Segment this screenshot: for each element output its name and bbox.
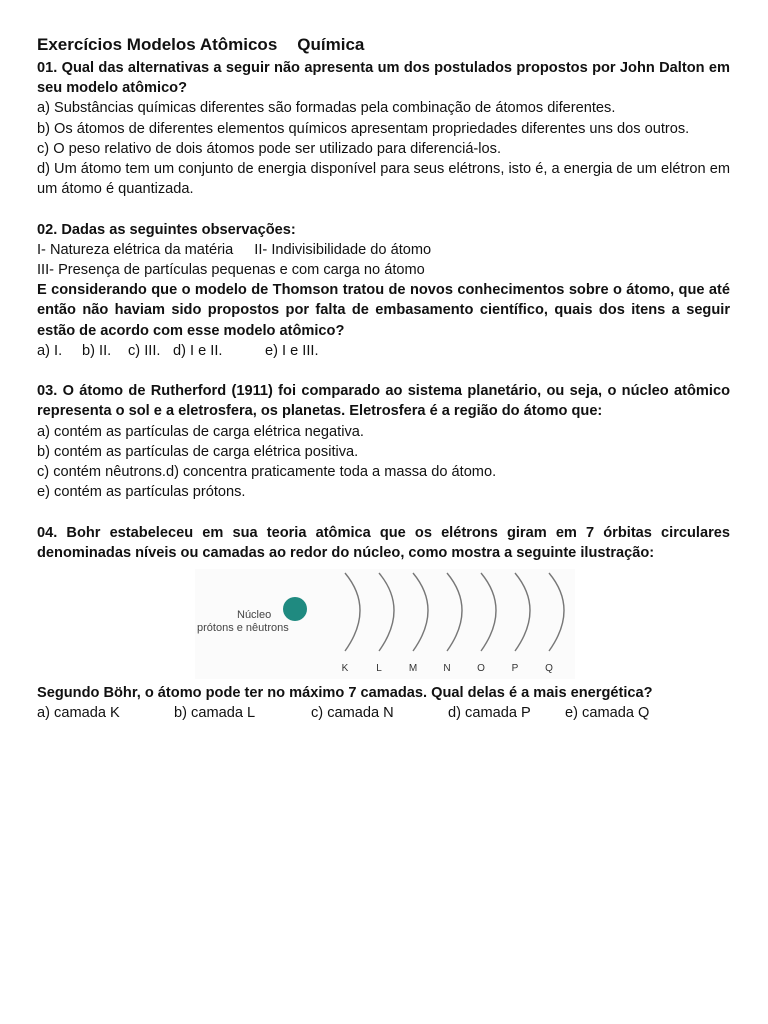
question-4-option-e: e) camada Q [565, 705, 650, 722]
shell-arc-m [413, 573, 428, 651]
question-2 [37, 220, 730, 361]
question-2-option-c: c) III. [128, 342, 161, 359]
bohr-model-figure [195, 569, 575, 679]
question-2-question: E considerando que o modelo de Thomson tratou de novos conhecimentos sobre o átomo, que até então não haviam sido propostos por falta de embasamento científico, quais dos itens a seguir estão de acordo com esse modelo atômico? [37, 282, 730, 339]
question-4-option-a: a) camada K [37, 705, 120, 722]
question-4-option-d: d) camada P [448, 705, 531, 722]
shell-arc-k [345, 573, 360, 651]
question-1-option-c: c) O peso relativo de dois átomos pode ser utilizado para diferenciá-los. [37, 140, 501, 157]
shell-arc-l [379, 573, 394, 651]
shell-label-p: P [511, 663, 519, 675]
question-2-observations-row [37, 240, 730, 260]
shell-label-k: K [341, 663, 349, 675]
nucleus-sublabel: prótons e nêutrons [197, 622, 289, 635]
question-4-option-c: c) camada N [311, 705, 394, 722]
question-3-option-b: b) contém as partículas de carga elétrica positiva. [37, 443, 359, 460]
title-text: Exercícios Modelos Atômicos [37, 35, 278, 54]
shell-label-n: N [443, 663, 451, 675]
question-4 [37, 523, 730, 563]
observation-3: III- Presença de partículas pequenas e com carga no átomo [37, 262, 425, 279]
electron-shells [345, 573, 564, 651]
question-2-option-b: b) II. [82, 342, 112, 359]
shell-arc-n [447, 573, 462, 651]
question-3-option-e: e) contém as partículas prótons. [37, 484, 246, 501]
question-1-option-b: b) Os átomos de diferentes elementos químicos apresentam propriedades diferentes uns dos outros. [37, 120, 690, 137]
observation-2: II- Indivisibilidade do átomo [254, 241, 432, 258]
page-title [37, 34, 730, 56]
question-1-option-d: d) Um átomo tem um conjunto de energia disponível para seus elétrons, isto é, a energia de um elétron em um átomo é quantizada. [37, 161, 730, 198]
question-2-stem: 02. Dadas as seguintes observações: [37, 221, 296, 238]
question-4-followup [37, 683, 730, 723]
question-4-question: Segundo Böhr, o átomo pode ter no máximo 7 camadas. Qual delas é a mais energética? [37, 685, 653, 702]
question-4-options [37, 703, 730, 723]
nucleus-label: Núcleo [237, 609, 272, 622]
shell-label-q: Q [545, 663, 553, 675]
question-4-option-b: b) camada L [174, 705, 256, 722]
shell-label-o: O [477, 663, 485, 675]
worksheet-page [37, 34, 730, 723]
shell-label-m: M [408, 663, 418, 675]
shell-label-l: L [376, 663, 382, 675]
subject-text: Química [297, 35, 365, 54]
question-1-option-a: a) Substâncias químicas diferentes são formadas pela combinação de átomos diferentes. [37, 100, 616, 117]
nucleus-icon [283, 597, 307, 621]
question-3-option-c: c) contém nêutrons.d) concentra praticamente toda a massa do átomo. [37, 464, 497, 481]
question-3-stem: 03. O átomo de Rutherford (1911) foi comparado ao sistema planetário, ou seja, o núcleo atômico representa o sol e a eletrosfera, os planetas. Eletrosfera é a região do átomo que: [37, 383, 730, 420]
shell-arc-o [481, 573, 496, 651]
question-1 [37, 58, 730, 199]
question-2-option-e: e) I e III. [265, 342, 319, 359]
question-2-options [37, 341, 730, 361]
observation-1: I- Natureza elétrica da matéria [37, 241, 234, 258]
shell-arc-p [515, 573, 530, 651]
question-3-option-a: a) contém as partículas de carga elétrica negativa. [37, 423, 364, 440]
question-2-option-d: d) I e II. [173, 342, 223, 359]
shell-arc-q [549, 573, 564, 651]
question-2-option-a: a) I. [37, 342, 63, 359]
question-1-stem: 01. Qual das alternativas a seguir não apresenta um dos postulados propostos por John Dalton em seu modelo atômico? [37, 60, 730, 97]
question-4-stem: 04. Bohr estabeleceu em sua teoria atômica que os elétrons giram em 7 órbitas circulares denominadas níveis ou camadas ao redor do núcleo, como mostra a seguinte ilustração: [37, 524, 730, 561]
question-3 [37, 381, 730, 502]
